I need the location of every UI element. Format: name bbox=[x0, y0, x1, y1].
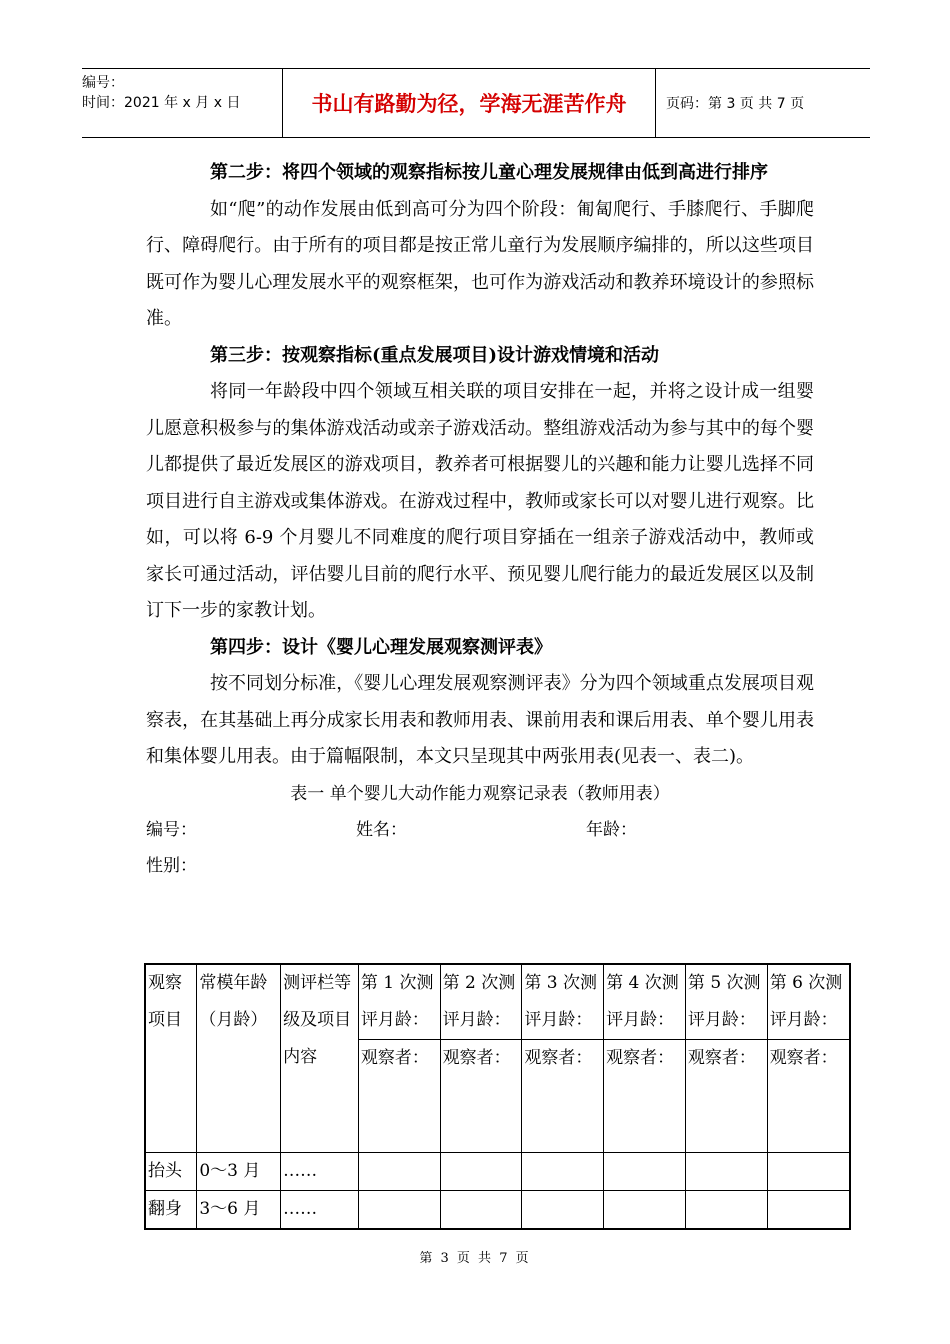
row-cell bbox=[604, 1191, 686, 1230]
header-test-1: 第 1 次测评月龄： bbox=[358, 964, 440, 1040]
row-cell bbox=[358, 1191, 440, 1230]
row-cell bbox=[685, 1153, 767, 1191]
step2-paragraph: 如“爬”的动作发展由低到高可分为四个阶段：匍匐爬行、手膝爬行、手脚爬行、障碍爬行。由于所有的项目都是按正常儿童行为发展顺序编排的，所以这些项目既可作为婴儿心理发展水平的观察框架，也可作为游戏活动和教养环境设计的参照标准。 bbox=[146, 198, 814, 329]
header-time: 时间：2021 年 x 月 x 日 bbox=[82, 95, 241, 111]
row-cell bbox=[522, 1191, 604, 1230]
table-caption: 表一 单个婴儿大动作能力观察记录表（教师用表） bbox=[290, 783, 670, 804]
header-motto: 书山有路勤为径，学海无涯苦作舟 bbox=[282, 69, 656, 137]
header-test-6: 第 6 次测评月龄： bbox=[767, 964, 850, 1040]
observer-cell: 观察者： bbox=[358, 1040, 440, 1153]
header-meta bbox=[82, 69, 282, 137]
form-fields-row bbox=[146, 812, 814, 848]
step3-paragraph: 将同一年龄段中四个领域互相关联的项目安排在一起，并将之设计成一组婴儿愿意积极参与的集体游戏活动或亲子游戏活动。整组游戏活动为参与其中的每个婴儿都提供了最近发展区的游戏项目，教养者可根据婴儿的兴趣和能力让婴儿选择不同项目进行自主游戏或集体游戏。在游戏过程中，教师或家长可以对婴儿进行观察。比如，可以将 6-9 个月婴儿不同难度的爬行项目穿插在一组亲子游戏活动中，教师或家长可通过活动，评估婴儿目前的爬行水平、预见婴儿爬行能力的最近发展区以及制订下一步的家教计划。 bbox=[146, 381, 814, 621]
observer-cell: 观察者： bbox=[440, 1040, 522, 1153]
observation-table bbox=[144, 963, 851, 1230]
row-cell bbox=[440, 1153, 522, 1191]
header-test-3: 第 3 次测评月龄： bbox=[522, 964, 604, 1040]
document-body bbox=[146, 155, 814, 884]
table-row bbox=[145, 1191, 850, 1230]
header-page-info: 页码：第 3 页 共 7 页 bbox=[666, 96, 805, 112]
row-item: 翻身 bbox=[145, 1191, 197, 1230]
row-cell bbox=[522, 1153, 604, 1191]
row-cell bbox=[604, 1153, 686, 1191]
header-eval: 测评栏等级及项目内容 bbox=[281, 964, 359, 1153]
header-age: 常模年龄（月龄） bbox=[197, 964, 281, 1153]
header-test-5: 第 5 次测评月龄： bbox=[685, 964, 767, 1040]
step3-title: 第三步：按观察指标(重点发展项目)设计游戏情境和活动 bbox=[210, 344, 660, 366]
observer-cell: 观察者： bbox=[767, 1040, 850, 1153]
header-number: 编号： bbox=[82, 75, 124, 91]
row-content: …… bbox=[281, 1153, 359, 1191]
row-content: …… bbox=[281, 1191, 359, 1230]
step4-paragraph: 按不同划分标准，《婴儿心理发展观察测评表》分为四个领域重点发展项目观察表，在其基础上再分成家长用表和教师用表、课前用表和课后用表、单个婴儿用表和集体婴儿用表。由于篇幅限制，本文只呈现其中两张用表(见表一、表二)。 bbox=[146, 673, 814, 767]
row-cell bbox=[685, 1191, 767, 1230]
row-item: 抬头 bbox=[145, 1153, 197, 1191]
header-test-4: 第 4 次测评月龄： bbox=[604, 964, 686, 1040]
observer-cell: 观察者： bbox=[522, 1040, 604, 1153]
field-name: 姓名： bbox=[356, 819, 407, 840]
page-header bbox=[82, 68, 870, 138]
row-cell bbox=[358, 1153, 440, 1191]
field-number: 编号： bbox=[146, 819, 197, 840]
table-header-row bbox=[145, 964, 850, 1040]
row-cell bbox=[767, 1191, 850, 1230]
field-gender: 性别： bbox=[146, 855, 197, 876]
observer-cell: 观察者： bbox=[685, 1040, 767, 1153]
observer-cell: 观察者： bbox=[604, 1040, 686, 1153]
form-fields-row-2 bbox=[146, 848, 814, 884]
row-age: 0～3 月 bbox=[197, 1153, 281, 1191]
row-cell bbox=[440, 1191, 522, 1230]
row-age: 3～6 月 bbox=[197, 1191, 281, 1230]
table-row bbox=[145, 1153, 850, 1191]
field-age: 年龄： bbox=[586, 819, 637, 840]
step2-title: 第二步：将四个领域的观察指标按儿童心理发展规律由低到高进行排序 bbox=[210, 162, 768, 183]
step4-title: 第四步：设计《婴儿心理发展观察测评表》 bbox=[210, 636, 552, 658]
row-cell bbox=[767, 1153, 850, 1191]
header-item: 观察项目 bbox=[145, 964, 197, 1153]
page-footer: 第 3 页 共 7 页 bbox=[419, 1251, 531, 1266]
header-test-2: 第 2 次测评月龄： bbox=[440, 964, 522, 1040]
